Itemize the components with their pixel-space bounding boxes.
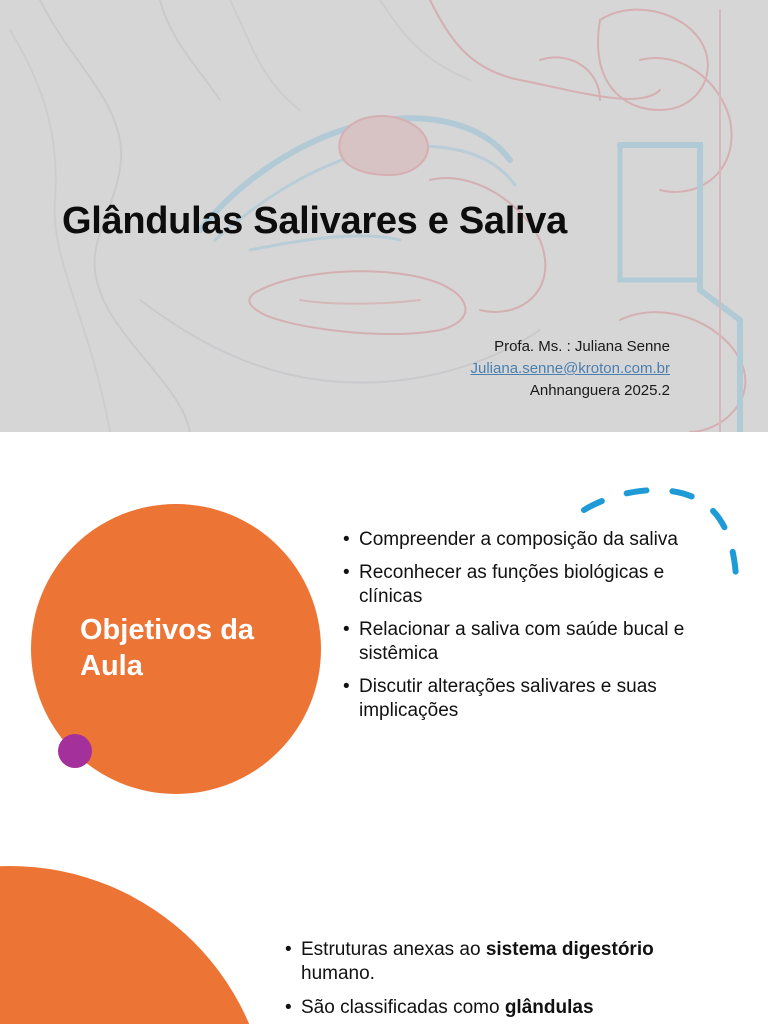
objectives-title: Objetivos da Aula: [80, 614, 255, 682]
author-info: [471, 336, 671, 402]
orange-semicircle: [0, 866, 270, 1024]
list-item: [285, 938, 725, 986]
title-slide: [0, 0, 768, 432]
intro-list: [285, 938, 725, 1024]
intro-slide: [0, 866, 768, 1024]
author-name: Profa. Ms. : Juliana Senne: [494, 338, 670, 355]
institution-label: Anhnanguera 2025.2: [529, 382, 670, 399]
list-item: • Relacionar a saliva com saúde bucal e sistêmica: [343, 618, 703, 666]
list-item: • Discutir alterações salivares e suas implicações: [343, 675, 703, 723]
slide-title: Glândulas Salivares e Saliva: [62, 200, 567, 242]
bullet-bold-text: sistema digestório: [485, 939, 654, 960]
list-item: • Compreender a composição da saliva: [343, 528, 703, 552]
objectives-list: [343, 528, 703, 732]
author-email-link[interactable]: Juliana.senne@kroton.com.br: [470, 360, 670, 377]
list-item: • Reconhecer as funções biológicas e clínicas: [343, 561, 703, 609]
objectives-slide: [0, 432, 768, 866]
purple-dot: [58, 734, 92, 768]
bullet-text: humano.: [301, 963, 375, 984]
list-item: [285, 996, 725, 1020]
bullet-text: Estruturas anexas ao: [301, 939, 486, 960]
bullet-text: São classificadas como: [301, 997, 505, 1018]
bullet-bold-text: glândulas: [504, 997, 594, 1018]
